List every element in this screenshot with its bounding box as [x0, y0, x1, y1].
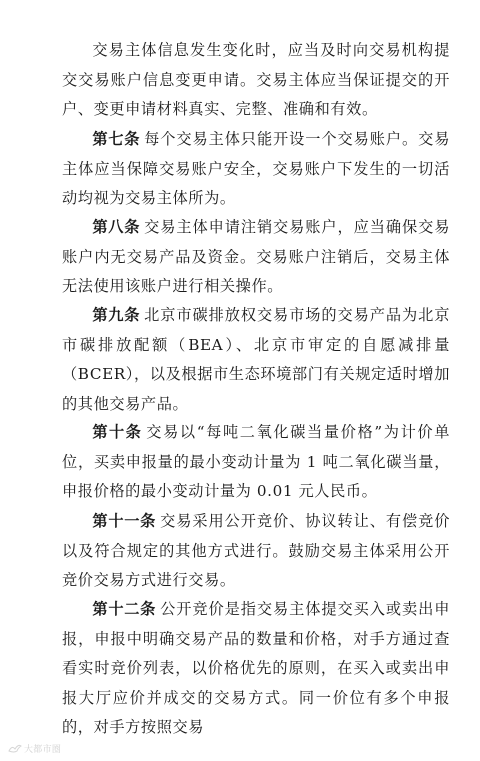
watermark	[8, 742, 61, 755]
article-12	[62, 595, 450, 743]
paragraph-continuation	[62, 36, 450, 125]
article-heading: 第十条	[92, 423, 143, 441]
paragraph-body: 公开竞价是指交易主体提交买入或卖出申报，申报中明确交易产品的数量和价格，对手方通过查看实时竞价列表，以价格优先的原则，在买入或卖出申报大厅应价并成交的交易方式。同一价位有多个申报的，对手方按照交易	[62, 600, 450, 736]
article-heading: 第九条	[92, 306, 141, 324]
article-11	[62, 507, 450, 596]
paragraph-body: 每个交易主体只能开设一个交易账户。交易主体应当保障交易账户安全，交易账户下发生的一切活动均视为交易主体所为。	[62, 130, 450, 207]
article-7	[62, 125, 450, 214]
article-heading: 第十二条	[92, 600, 157, 618]
paragraph-body: 交易采用公开竞价、协议转让、有偿竞价以及符合规定的其他方式进行。鼓励交易主体采用公开竞价交易方式进行交易。	[62, 512, 450, 589]
paragraph-body: 北京市碳排放权交易市场的交易产品为北京市碳排放配额（BEA）、北京市审定的自愿减排量（BCER），以及根据市生态环境部门有关规定适时增加的其他交易产品。	[62, 306, 450, 413]
article-8	[62, 213, 450, 302]
article-10	[62, 418, 450, 507]
article-9	[62, 301, 450, 419]
bird-logo-icon	[8, 743, 22, 754]
article-heading: 第十一条	[92, 512, 157, 530]
paragraph-body: 交易主体信息发生变化时，应当及时向交易机构提交交易账户信息变更申请。交易主体应当保证提交的开户、变更申请材料真实、完整、准确和有效。	[62, 41, 450, 118]
paragraph-body: 交易以“每吨二氧化碳当量价格”为计价单位，买卖申报量的最小变动计量为 1 吨二氧化碳当量，申报价格的最小变动计量为 0.01 元人民币。	[62, 423, 450, 500]
article-heading: 第七条	[92, 130, 141, 148]
watermark-text: 大都市圈	[24, 745, 62, 755]
paragraph-body: 交易主体申请注销交易账户，应当确保交易账户内无交易产品及资金。交易账户注销后，交易主体无法使用该账户进行相关操作。	[62, 218, 450, 295]
article-heading: 第八条	[92, 218, 141, 236]
